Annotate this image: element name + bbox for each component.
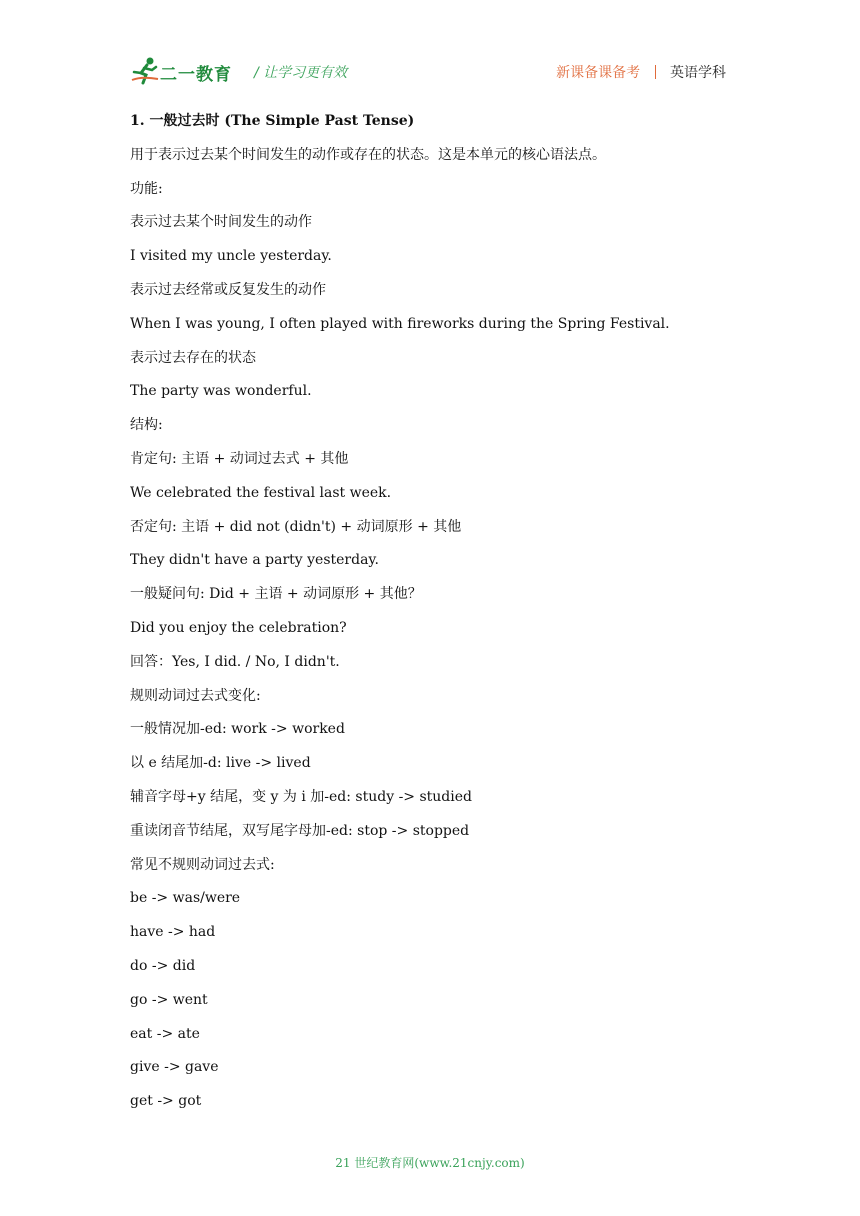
header-divider [655, 65, 656, 79]
example-sentence: We celebrated the festival last week. [130, 484, 392, 501]
verb-form: go -> went [130, 991, 208, 1008]
body-line: 一般情况加-ed: work -> worked [130, 721, 345, 738]
subject-label: 英语学科 [670, 65, 726, 81]
body-line: 常见不规则动词过去式: [130, 856, 275, 873]
body-line: 结构: [130, 417, 163, 434]
body-line: 重读闭音节结尾，双写尾字母加-ed: stop -> stopped [130, 822, 470, 839]
verb-form: be -> was/were [130, 890, 241, 907]
body-line: 功能: [130, 180, 163, 197]
verb-form: give -> gave [130, 1059, 219, 1076]
section-title: 1. 一般过去时 (The Simple Past Tense) [130, 113, 415, 129]
body-line: 表示过去经常或反复发生的动作 [130, 281, 326, 298]
body-line: 一般疑问句: Did + 主语 + 动词原形 + 其他？ [130, 586, 422, 603]
runner-logo-icon [130, 56, 160, 86]
page-header [130, 56, 726, 88]
example-sentence: The party was wonderful. [130, 383, 312, 400]
slogan: / 让学习更有效 [254, 65, 348, 81]
example-sentence: Did you enjoy the celebration? [130, 619, 347, 636]
verb-form: have -> had [130, 924, 216, 941]
verb-form: get -> got [130, 1093, 202, 1110]
example-sentence: They didn't have a party yesterday. [130, 552, 379, 569]
body-line: 表示过去某个时间发生的动作 [130, 214, 312, 231]
body-line: 规则动词过去式变化: [130, 687, 261, 704]
example-sentence: I visited my uncle yesterday. [130, 248, 332, 265]
body-line: 肯定句: 主语 + 动词过去式 + 其他 [130, 450, 349, 467]
verb-form: eat -> ate [130, 1025, 200, 1042]
body-line: 否定句: 主语 + did not (didn't) + 动词原形 + 其他 [130, 518, 462, 535]
page-footer: 21 世纪教育网(www.21cnjy.com) [335, 1156, 525, 1170]
header-right [556, 62, 726, 82]
logo-text: 二一教育 [160, 65, 232, 85]
verb-form: do -> did [130, 957, 196, 974]
course-label: 新课备课备考 [556, 65, 641, 81]
body-line: 以 e 结尾加-d: live -> lived [130, 755, 311, 772]
body-line: 回答：Yes, I did. / No, I didn't. [130, 653, 340, 670]
body-line: 表示过去存在的状态 [130, 349, 256, 366]
document-body [130, 110, 730, 1124]
example-sentence: When I was young, I often played with fireworks during the Spring Festival. [130, 315, 670, 332]
body-line: 辅音字母+y 结尾，变 y 为 i 加-ed: study -> studied [130, 788, 472, 805]
logo [130, 56, 240, 88]
body-line: 用于表示过去某个时间发生的动作或存在的状态。这是本单元的核心语法点。 [130, 146, 606, 163]
